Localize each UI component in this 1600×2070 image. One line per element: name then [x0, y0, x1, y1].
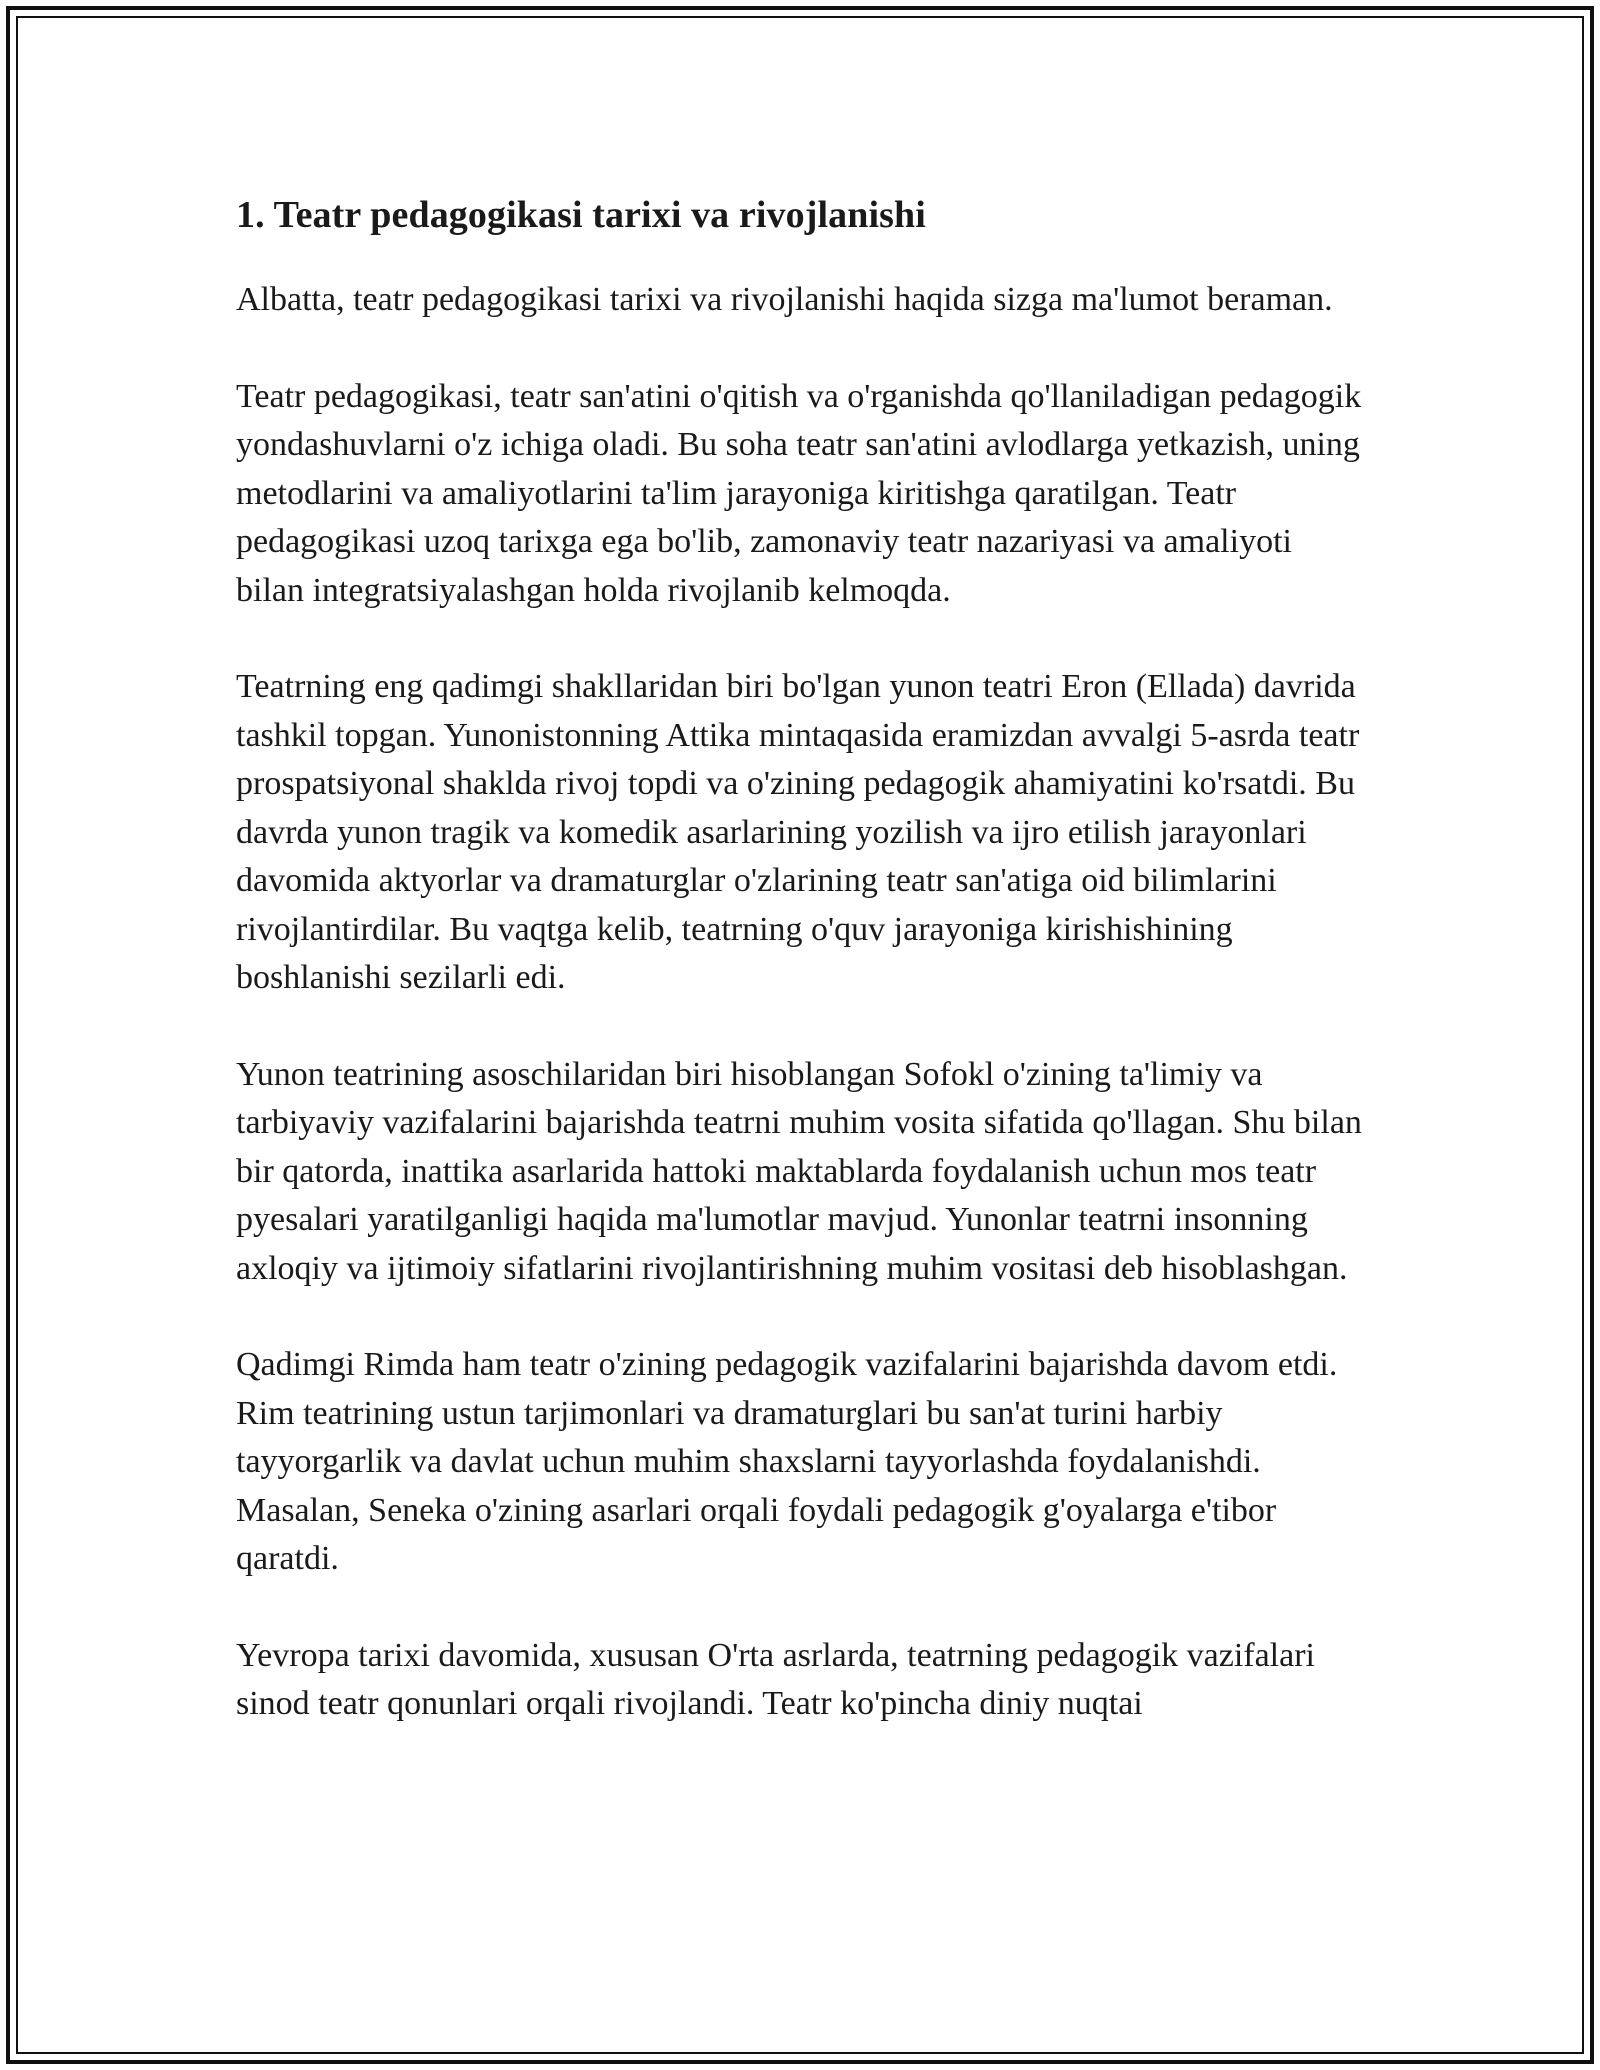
- paragraph-definition: Teatr pedagogikasi, teatr san'atini o'qitish va o'rganishda qo'llaniladigan pedagogik yondashuvlarni o'z ichiga oladi. Bu soha teatr san'atini avlodlarga yetkazish, uning metodlarini va amaliyotlarini ta'lim jarayoniga kiritishga qaratilgan. Teatr pedagogikasi uzoq tarixga ega bo'lib, zamonaviy teatr nazariyasi va amaliyoti bilan integratsiyalashgan holda rivojlanib kelmoqda.: [236, 377, 1362, 609]
- paragraph-intro: Albatta, teatr pedagogikasi tarixi va rivojlanishi haqida sizga ma'lumot beraman.: [236, 281, 1333, 318]
- paragraph-ancient-rome: Qadimgi Rimda ham teatr o'zining pedagogik vazifalarini bajarishda davom etdi. Rim teatrining ustun tarjimonlari va dramaturglari bu san'at turini harbiy tayyorgarlik va davlat uchun muhim shaxslarni tayyorlashda foydalanishdi. Masalan, Seneka o'zining asarlari orqali foydali pedagogik g'oyalarga e'tibor qaratdi.: [236, 1346, 1338, 1577]
- section-heading: 1. Teatr pedagogikasi tarixi va rivojlanishi: [236, 194, 926, 236]
- document-body: [236, 186, 1366, 1777]
- paragraph-europe-middle-ages: Yevropa tarixi davomida, xususan O'rta asrlarda, teatrning pedagogik vazifalari sinod teatr qonunlari orqali rivojlandi. Teatr ko'pincha diniy nuqtai: [236, 1636, 1315, 1722]
- paragraph-greek-theatre: Teatrning eng qadimgi shakllaridan biri bo'lgan yunon teatri Eron (Ellada) davrida tashkil topgan. Yunonistonning Attika mintaqasida eramizdan avvalgi 5-asrda teatr prospatsiyonal shaklda rivoj topdi va o'zining pedagogik ahamiyatini ko'rsatdi. Bu davrda yunon tragik va komedik asarlarining yozilish va ijro etilish jarayonlari davomida aktyorlar va dramaturglar o'zlarining teatr san'atiga oid bilimlarini rivojlantirdilar. Bu vaqtga kelib, teatrning o'quv jarayoniga kirishishining boshlanishi sezilarli edi.: [236, 668, 1360, 996]
- paragraph-sophocles: Yunon teatrining asoschilaridan biri hisoblangan Sofokl o'zining ta'limiy va tarbiyaviy vazifalarini bajarishda teatrni muhim vosita sifatida qo'llagan. Shu bilan bir qatorda, inattika asarlarida hattoki maktablarda foydalanish uchun mos teatr pyesalari yaratilganligi haqida ma'lumotlar mavjud. Yunonlar teatrni insonning axloqiy va ijtimoiy sifatlarini rivojlantirishning muhim vositasi deb hisoblashgan.: [236, 1055, 1362, 1287]
